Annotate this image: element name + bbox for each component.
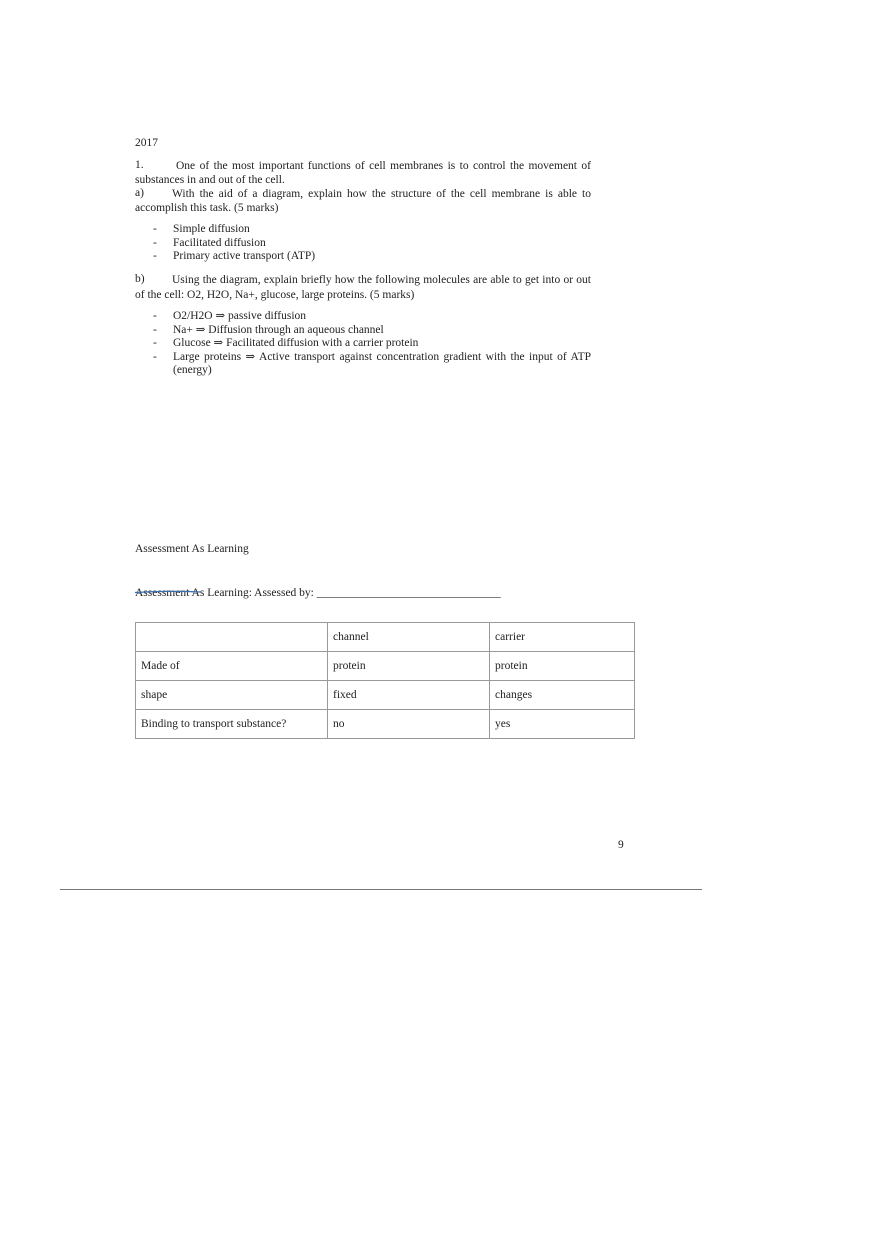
assessed-by-line: Assessment As Learning: Assessed by: ________________________________ bbox=[135, 587, 501, 599]
list-item: - Glucose ⇒ Facilitated diffusion with a carrier protein bbox=[153, 337, 419, 349]
table-row bbox=[136, 681, 635, 710]
table-cell: protein bbox=[490, 652, 635, 681]
list-item: - O2/H2O ⇒ passive diffusion bbox=[153, 310, 307, 322]
comparison-table bbox=[135, 622, 635, 739]
table-cell: changes bbox=[490, 681, 635, 710]
part-a-text: With the aid of a diagram, explain how the structure of the cell membrane is able to accomplish this task. (5 marks) bbox=[135, 188, 591, 214]
table-cell bbox=[136, 623, 328, 652]
page-number: 9 bbox=[618, 839, 624, 851]
table-cell: protein bbox=[328, 652, 490, 681]
list-item: - Primary active transport (ATP) bbox=[153, 250, 316, 262]
table-cell: Binding to transport substance? bbox=[136, 710, 328, 739]
table-cell: yes bbox=[490, 710, 635, 739]
list-item: - Simple diffusion bbox=[153, 223, 250, 235]
table-cell: no bbox=[328, 710, 490, 739]
table-header-row bbox=[136, 623, 635, 652]
question-1-text: One of the most important functions of cell membranes is to control the movement of substances in and out of the cell. bbox=[135, 160, 591, 186]
question-number: 1. bbox=[135, 159, 144, 171]
page-divider bbox=[60, 889, 702, 890]
table-cell: shape bbox=[136, 681, 328, 710]
table-cell: Made of bbox=[136, 652, 328, 681]
part-b-answer-list bbox=[153, 310, 591, 378]
list-item: - Large proteins ⇒ Active transport against concentration gradient with the input of ATP (energy) bbox=[153, 350, 591, 376]
part-a-answer-list bbox=[153, 223, 591, 264]
part-b-text: Using the diagram, explain briefly how the following molecules are able to get into or out of the cell: O2, H2O, Na+, glucose, large proteins. (5 marks) bbox=[135, 274, 591, 301]
assessment-heading: Assessment As Learning bbox=[135, 543, 249, 555]
table-row bbox=[136, 710, 635, 739]
table-header-channel: channel bbox=[328, 623, 490, 652]
list-item: - Na+ ⇒ Diffusion through an aqueous channel bbox=[153, 323, 384, 336]
part-a-label: a) bbox=[135, 187, 144, 199]
year-heading: 2017 bbox=[135, 137, 158, 149]
list-item: - Facilitated diffusion bbox=[153, 236, 266, 249]
part-b-label: b) bbox=[135, 273, 145, 285]
table-row bbox=[136, 652, 635, 681]
table-header-carrier: carrier bbox=[490, 623, 635, 652]
table-cell: fixed bbox=[328, 681, 490, 710]
pen-strikethrough-mark bbox=[135, 590, 201, 594]
